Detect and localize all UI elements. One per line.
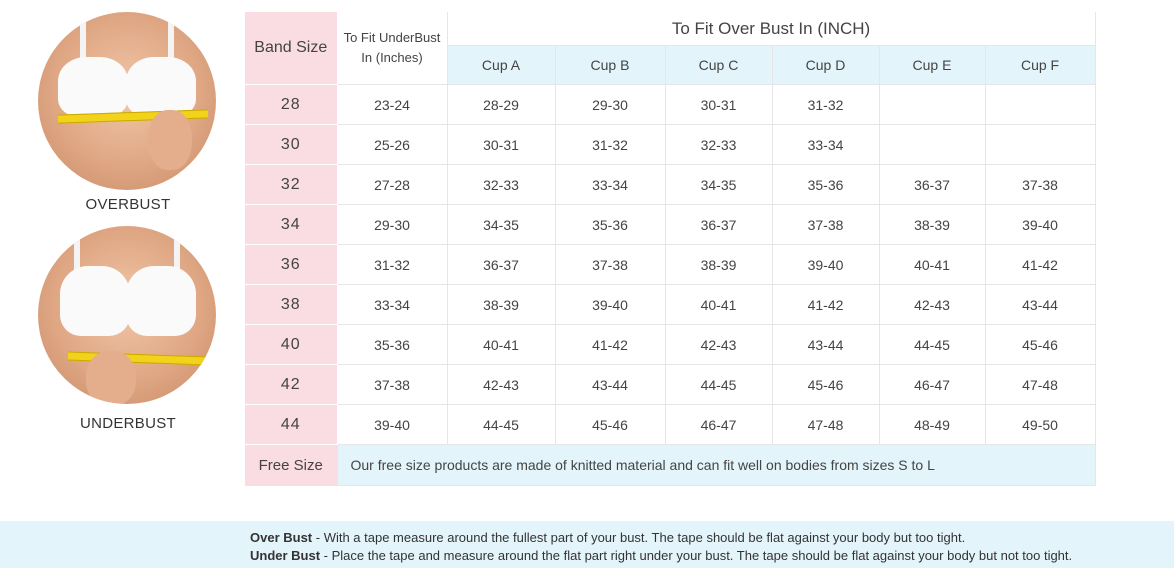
underbust-photo bbox=[38, 226, 216, 404]
bra-cup bbox=[126, 266, 196, 336]
cup-size-cell: 40-41 bbox=[665, 285, 772, 325]
underbust-cell: 39-40 bbox=[337, 405, 447, 445]
band-size-cell: 28 bbox=[245, 85, 337, 125]
cup-size-cell: 41-42 bbox=[985, 245, 1095, 285]
cup-size-cell: 38-39 bbox=[879, 205, 985, 245]
cup-size-cell bbox=[985, 125, 1095, 165]
cup-size-cell: 31-32 bbox=[555, 125, 665, 165]
underbust-header: To Fit UnderBust In (Inches) bbox=[337, 12, 447, 85]
cup-size-cell: 49-50 bbox=[985, 405, 1095, 445]
table-row bbox=[245, 405, 1095, 445]
cup-size-cell: 36-37 bbox=[447, 245, 555, 285]
cup-size-cell: 28-29 bbox=[447, 85, 555, 125]
overbust-label: OVERBUST bbox=[85, 196, 171, 213]
cup-size-cell: 39-40 bbox=[772, 245, 879, 285]
table-row bbox=[245, 165, 1095, 205]
cup-size-cell: 32-33 bbox=[665, 125, 772, 165]
band-size-cell: 42 bbox=[245, 365, 337, 405]
cup-size-cell: 33-34 bbox=[555, 165, 665, 205]
cup-size-cell: 45-46 bbox=[772, 365, 879, 405]
band-size-cell: 38 bbox=[245, 285, 337, 325]
overbust-note bbox=[250, 530, 965, 545]
cup-size-cell: 34-35 bbox=[447, 205, 555, 245]
cup-size-cell: 30-31 bbox=[447, 125, 555, 165]
free-size-label: Free Size bbox=[245, 445, 337, 486]
band-size-cell: 34 bbox=[245, 205, 337, 245]
cup-header: Cup C bbox=[665, 46, 772, 85]
measurement-notes bbox=[0, 521, 1174, 568]
underbust-label: UNDERBUST bbox=[79, 415, 177, 432]
cup-size-cell: 34-35 bbox=[665, 165, 772, 205]
cup-size-cell: 47-48 bbox=[985, 365, 1095, 405]
underbust-note bbox=[250, 548, 1072, 563]
band-size-cell: 44 bbox=[245, 405, 337, 445]
cup-header: Cup A bbox=[447, 46, 555, 85]
cup-size-cell: 37-38 bbox=[555, 245, 665, 285]
cup-size-cell: 30-31 bbox=[665, 85, 772, 125]
cup-size-cell bbox=[985, 85, 1095, 125]
cup-size-cell: 48-49 bbox=[879, 405, 985, 445]
cup-size-cell: 37-38 bbox=[772, 205, 879, 245]
cup-size-cell: 38-39 bbox=[447, 285, 555, 325]
cup-size-cell: 42-43 bbox=[879, 285, 985, 325]
overbust-note-label: Over Bust bbox=[250, 530, 313, 545]
hand bbox=[148, 110, 192, 170]
overbust-note-text: - With a tape measure around the fullest part of your bust. The tape should be flat against your body but too tight. bbox=[312, 530, 966, 545]
cup-size-cell: 45-46 bbox=[985, 325, 1095, 365]
cup-size-cell: 32-33 bbox=[447, 165, 555, 205]
table-row bbox=[245, 285, 1095, 325]
band-size-cell: 30 bbox=[245, 125, 337, 165]
band-size-cell: 32 bbox=[245, 165, 337, 205]
band-size-cell: 40 bbox=[245, 325, 337, 365]
hand bbox=[86, 351, 136, 404]
cup-size-cell: 37-38 bbox=[985, 165, 1095, 205]
cup-size-cell: 35-36 bbox=[772, 165, 879, 205]
cup-header: Cup D bbox=[772, 46, 879, 85]
cup-size-cell bbox=[879, 125, 985, 165]
cup-size-cell: 36-37 bbox=[665, 205, 772, 245]
overbust-photo bbox=[38, 12, 216, 190]
cup-size-cell: 45-46 bbox=[555, 405, 665, 445]
cup-size-cell bbox=[879, 85, 985, 125]
size-chart-table bbox=[245, 12, 1096, 486]
cup-size-cell: 33-34 bbox=[772, 125, 879, 165]
cup-size-cell: 42-43 bbox=[447, 365, 555, 405]
free-size-text: Our free size products are made of knitted material and can fit well on bodies from sizes S to L bbox=[337, 445, 1095, 486]
underbust-cell: 23-24 bbox=[337, 85, 447, 125]
cup-size-cell: 39-40 bbox=[555, 285, 665, 325]
table-row bbox=[245, 245, 1095, 285]
cup-size-cell: 44-45 bbox=[665, 365, 772, 405]
table-row bbox=[245, 125, 1095, 165]
table-row bbox=[245, 365, 1095, 405]
cup-size-cell: 47-48 bbox=[772, 405, 879, 445]
cup-size-cell: 44-45 bbox=[447, 405, 555, 445]
underbust-note-text: - Place the tape and measure around the flat part right under your bust. The tape should be flat against your body but not too tight. bbox=[320, 548, 1073, 563]
underbust-cell: 33-34 bbox=[337, 285, 447, 325]
underbust-cell: 27-28 bbox=[337, 165, 447, 205]
underbust-note-label: Under Bust bbox=[250, 548, 321, 563]
cup-size-cell: 39-40 bbox=[985, 205, 1095, 245]
underbust-cell: 29-30 bbox=[337, 205, 447, 245]
cup-size-cell: 41-42 bbox=[555, 325, 665, 365]
cup-size-cell: 43-44 bbox=[555, 365, 665, 405]
measurement-guide bbox=[0, 0, 250, 520]
underbust-cell: 25-26 bbox=[337, 125, 447, 165]
cup-header: Cup F bbox=[985, 46, 1095, 85]
cup-size-cell: 46-47 bbox=[665, 405, 772, 445]
band-size-cell: 36 bbox=[245, 245, 337, 285]
bra-cup bbox=[60, 266, 130, 336]
underbust-cell: 35-36 bbox=[337, 325, 447, 365]
cup-size-cell: 38-39 bbox=[665, 245, 772, 285]
cup-header: Cup B bbox=[555, 46, 665, 85]
band-size-header: Band Size bbox=[245, 12, 337, 85]
bra-cup bbox=[58, 57, 128, 117]
cup-size-cell: 43-44 bbox=[772, 325, 879, 365]
cup-size-cell: 41-42 bbox=[772, 285, 879, 325]
underbust-cell: 37-38 bbox=[337, 365, 447, 405]
overbust-header: To Fit Over Bust In (INCH) bbox=[447, 12, 1095, 46]
cup-size-cell: 40-41 bbox=[447, 325, 555, 365]
table-row bbox=[245, 325, 1095, 365]
cup-size-cell: 40-41 bbox=[879, 245, 985, 285]
cup-size-cell: 29-30 bbox=[555, 85, 665, 125]
cup-size-cell: 36-37 bbox=[879, 165, 985, 205]
cup-size-cell: 42-43 bbox=[665, 325, 772, 365]
cup-size-cell: 31-32 bbox=[772, 85, 879, 125]
cup-size-cell: 43-44 bbox=[985, 285, 1095, 325]
table-row bbox=[245, 205, 1095, 245]
cup-size-cell: 35-36 bbox=[555, 205, 665, 245]
cup-size-cell: 46-47 bbox=[879, 365, 985, 405]
bra-cup bbox=[126, 57, 196, 117]
table-row bbox=[245, 85, 1095, 125]
cup-size-cell: 44-45 bbox=[879, 325, 985, 365]
cup-header: Cup E bbox=[879, 46, 985, 85]
underbust-cell: 31-32 bbox=[337, 245, 447, 285]
